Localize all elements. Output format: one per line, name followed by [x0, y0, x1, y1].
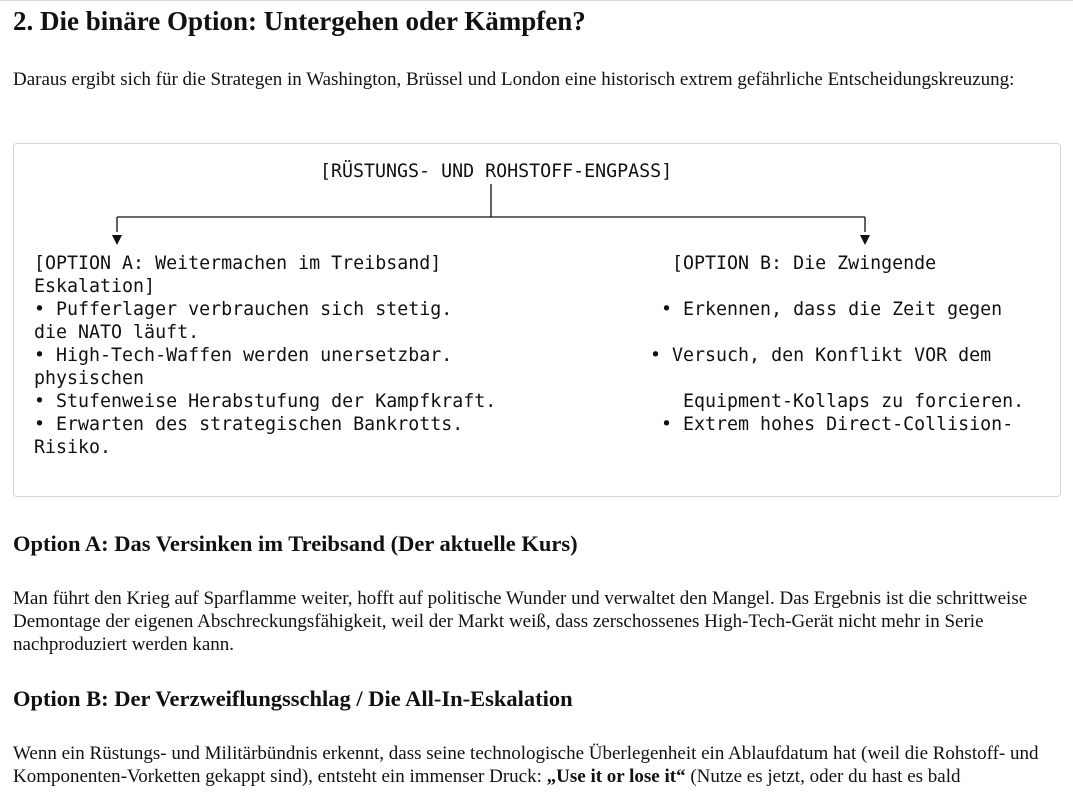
- arrow-down-icon: [860, 235, 870, 245]
- option-a-bullet: • Erwarten des strategischen Bankrotts.: [34, 414, 464, 435]
- intro-paragraph: Daraus ergibt sich für die Strategen in Washington, Brüssel und London eine historisch extrem gefährliche Entscheidungskreuzung:: [13, 69, 1015, 90]
- option-b-paragraph: [13, 742, 1063, 788]
- top-divider: [0, 0, 1073, 1]
- option-a-bullet: • High-Tech-Waffen werden unersetzbar.: [34, 345, 453, 366]
- option-b-bullet: • Extrem hohes Direct-Collision-: [661, 414, 1014, 435]
- option-b-title: [OPTION B: Die Zwingende: [672, 253, 937, 274]
- option-a-bullet: • Pufferlager verbrauchen sich stetig.: [34, 299, 453, 320]
- option-b-heading: Option B: Der Verzweiflungsschlag / Die All-In-Eskalation: [13, 686, 573, 711]
- decision-diagram: [13, 143, 1061, 497]
- arrow-down-icon: [112, 235, 122, 245]
- option-a-paragraph: Man führt den Krieg auf Sparflamme weiter, hofft auf politische Wunder und verwaltet den Mangel. Das Ergebnis ist die schrittweise Demontage der eigenen Abschreckungsfähigkeit, weil der Markt weiß, dass zerschossenes High-Tech-Gerät nicht mehr in Serie nachproduziert werden kann.: [13, 588, 1028, 655]
- option-a-wrap: Risiko.: [34, 437, 112, 458]
- option-b-text-start: Wenn ein Rüstungs- und Militärbündnis erkennt, dass seine technologische Überlegenheit ein Ablaufdatum hat (weil die Rohstoff- und Komponenten-Vorketten gekappt sind), entsteht ein immenser Druck:: [13, 743, 1039, 787]
- section-heading: 2. Die binäre Option: Untergehen oder Kämpfen?: [13, 6, 586, 36]
- option-a-title-wrap: Eskalation]: [34, 276, 156, 297]
- option-b-text-continued: (Nutze es jetzt, oder du hast es bald: [685, 766, 961, 787]
- option-a-bullet: • Stufenweise Herabstufung der Kampfkraft.: [34, 391, 497, 412]
- root-node-label: [RÜSTUNGS- UND ROHSTOFF-ENGPASS]: [320, 161, 673, 182]
- option-b-line: Equipment-Kollaps zu forcieren.: [683, 391, 1025, 412]
- option-a-wrap: physischen: [34, 368, 145, 389]
- option-a-title: [OPTION A: Weitermachen im Treibsand]: [34, 253, 442, 274]
- use-it-or-lose-it-emphasis: „Use it or lose it“: [546, 766, 686, 787]
- option-a-heading: Option A: Das Versinken im Treibsand (Der aktuelle Kurs): [13, 531, 578, 556]
- option-a-wrap: die NATO läuft.: [34, 322, 200, 343]
- option-b-bullet: • Versuch, den Konflikt VOR dem: [650, 345, 992, 366]
- option-b-bullet: • Erkennen, dass die Zeit gegen: [661, 299, 1003, 320]
